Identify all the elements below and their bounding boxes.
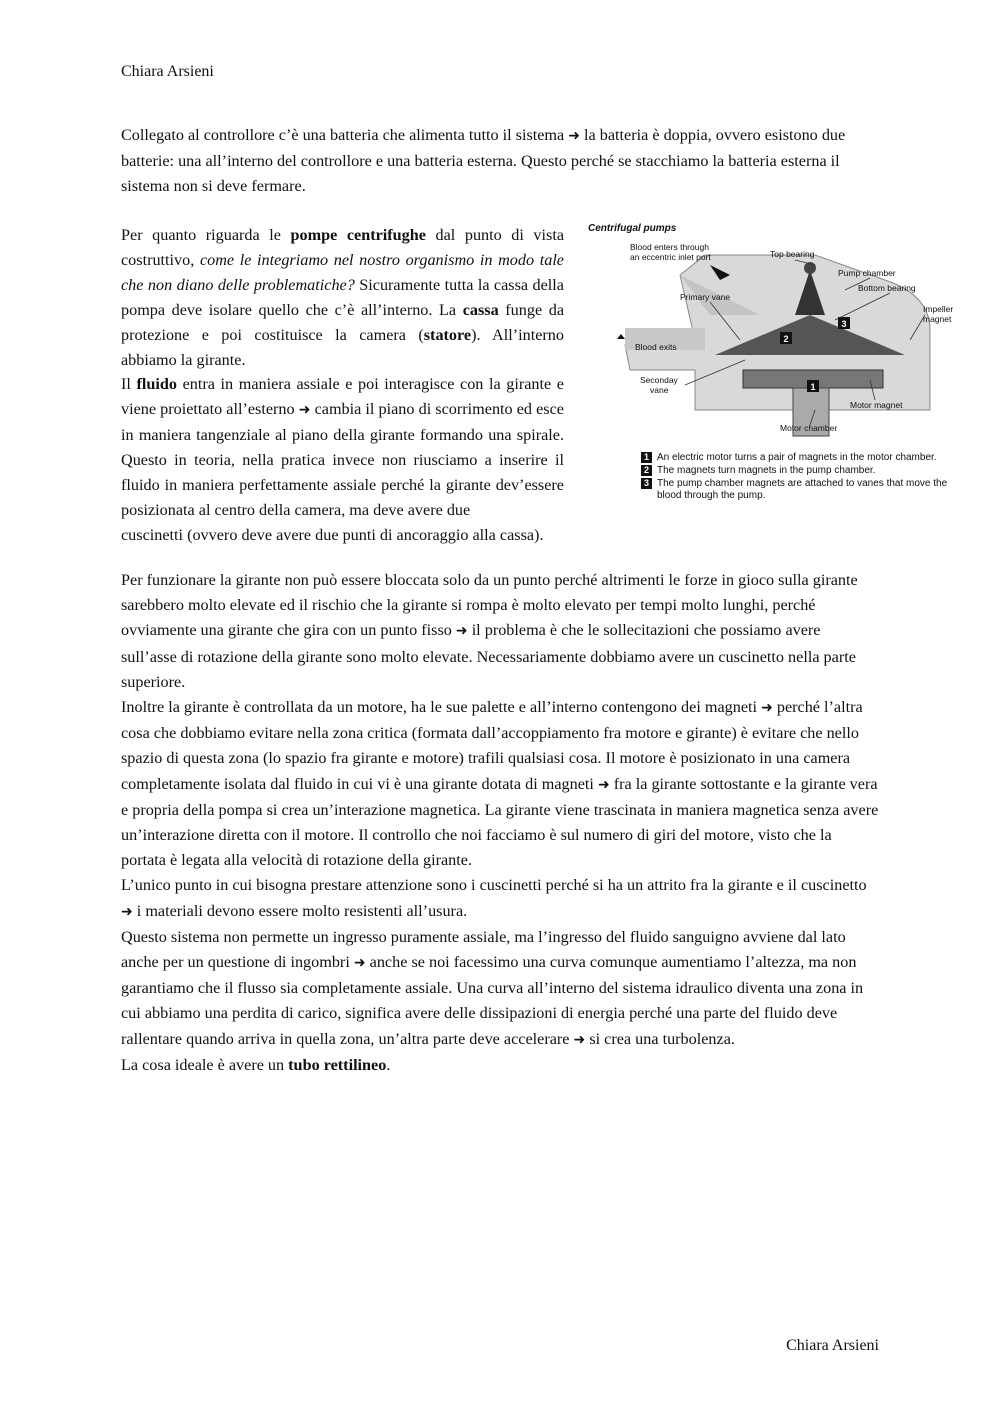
label-top-bearing: Top bearing [770, 249, 815, 259]
arrow-icon: ➜ [298, 402, 311, 419]
text-span: La cosa ideale è avere un [121, 1055, 289, 1074]
bold-term: tubo rettilineo [288, 1055, 387, 1074]
text-span: Il [121, 375, 137, 394]
label-inlet-2: an eccentric inlet port [630, 252, 711, 262]
text-span: Per funzionare la girante non può essere bloccata solo da un punto perché altrimenti le forze in gioco sulla girante sarebbero molto elevate ed il rischio che la girante si rompa è molto elevato per tempi molto lunghi, perché ovviamente una girante che gira con un punto fisso [121, 571, 858, 640]
text-span: Collegato al controllore c’è una batteria che alimenta tutto il sistema [121, 126, 565, 144]
body-text-block [121, 568, 879, 1078]
legend-item [641, 465, 971, 477]
text-span: la batteria è doppia, ovvero esistono due batterie: una all’interno del controllore e una batteria esterna. Questo perché se stacchiamo la batteria esterna il sistema non si deve fermare. [121, 126, 846, 196]
bold-term: cassa [462, 300, 499, 319]
text-span: anche se noi facessimo una curva comunque aumentiamo l’altezza, ma non garantiamo che il flusso sia completamente assiale. Una curva all’interno del sistema idraulico diventa una zona in cui abbiamo una perdita di carico, significa avere delle dissipazioni di energia perché una parte del fluido deve rallentare quando arriva in quella zona, un’altra parte deve accelerare [121, 953, 864, 1048]
italic-question: come le integriamo nel nostro organismo in modo tale che non diano delle problematiche? [121, 250, 564, 294]
bold-term: pompe centrifughe [290, 226, 426, 244]
label-pump-chamber: Pump chamber [838, 268, 896, 278]
label-n3: 3 [841, 319, 847, 329]
text-span: . [386, 1055, 391, 1074]
legend-number: 1 [641, 452, 652, 463]
paragraph-battery [121, 123, 879, 200]
label-n1: 1 [810, 382, 816, 392]
label-primary-vane: Primary vane [680, 292, 731, 302]
paragraph-fluid-last-line: cuscinetti (ovvero deve avere due punti di ancoraggio alla cassa). [121, 525, 544, 544]
text-column [121, 223, 564, 548]
arrow-icon: ➜ [568, 128, 580, 144]
text-span: entra in maniera assiale e poi interagisce con la girante e viene proiettato all’esterno [121, 375, 564, 419]
text-span: cambia il piano di scorrimento ed esce in maniera tangenziale al piano della girante formando una spirale. Questo in teoria, nella pratica invece non riusciamo a inserire il fluido in maniera perfettamente assiale perché la girante dev’essere posizionata al centro della camera, ma deve avere due [121, 400, 564, 519]
page-footer-author: Chiara Arsieni [786, 1337, 879, 1354]
centrifugal-pump-figure [585, 220, 970, 510]
legend-item [641, 452, 971, 464]
label-n2: 2 [783, 334, 789, 344]
label-secondary-vane-2: vane [650, 385, 669, 395]
exit-arrow-icon [617, 334, 625, 339]
arrow-icon: ➜ [761, 700, 773, 717]
paragraph-inlet [121, 925, 879, 1053]
text-span: Inoltre la girante è controllata da un motore, ha le sue palette e all’interno contengono dei magneti [121, 698, 762, 717]
text-span: i materiali devono essere molto resistenti all’usura. [132, 901, 468, 920]
label-impeller-magnet-1: Impeller [923, 304, 954, 314]
arrow-icon: ➜ [353, 955, 366, 972]
legend-number: 3 [641, 478, 652, 489]
paragraph-bearings-wear [121, 873, 879, 924]
figure-title: Centrifugal pumps [588, 223, 677, 234]
text-span: si crea una turbolenza. [585, 1029, 735, 1048]
paragraph-conclusion [121, 1053, 879, 1078]
figure-legend [641, 452, 971, 503]
label-bottom-bearing: Bottom bearing [858, 283, 916, 293]
bold-term: fluido [136, 375, 177, 394]
legend-text: The magnets turn magnets in the pump chamber. [657, 465, 876, 476]
legend-number: 2 [641, 465, 652, 476]
paragraph-bearing [121, 568, 879, 695]
arrow-icon: ➜ [597, 776, 610, 793]
text-span: perché l’altra cosa che dobbiamo evitare nella zona critica (formata dall’accoppiamento fra motore e girante) è evitare che nello spazio di questa zona (lo spazio fra girante e motore) trafili qualsiasi cosa. Il motore è posizionato in una camera completamente isolata dal fluido in cui vi è una girante dotata di magneti [121, 698, 863, 793]
text-span: dal punto di vista costruttivo, [121, 226, 565, 269]
label-inlet-1: Blood enters through [630, 242, 709, 252]
text-span: Sicuramente tutta la cassa della pompa deve isolare quello che c’è all’interno. La [121, 275, 564, 319]
text-span: funge da protezione e poi costituisce la camera ( [121, 300, 564, 344]
arrow-icon: ➜ [455, 623, 468, 640]
label-motor-magnet: Motor magnet [850, 400, 903, 410]
text-span: Per quanto riguarda le [121, 226, 291, 244]
label-blood-exits: Blood exits [635, 342, 677, 352]
pump-diagram [585, 220, 970, 450]
label-motor-chamber: Motor chamber [780, 423, 838, 433]
label-secondary-vane-1: Seconday [640, 375, 678, 385]
text-span: il problema è che le sollecitazioni che possiamo avere sull’asse di rotazione della girante sono molto elevate. Necessariamente dobbiamo avere un cuscinetto nella parte superiore. [121, 621, 856, 691]
paragraph-fluid [121, 372, 564, 522]
text-span: Questo sistema non permette un ingresso puramente assiale, ma l’ingresso del fluido sanguigno avviene dal lato anche per un questione di ingombri [121, 927, 846, 972]
label-impeller-magnet-2: magnet [923, 314, 952, 324]
arrow-icon: ➜ [121, 903, 133, 920]
legend-item [641, 478, 971, 502]
text-span: ). All’interno abbiamo la girante. [121, 325, 564, 369]
legend-text: An electric motor turns a pair of magnets in the motor chamber. [657, 452, 937, 463]
paragraph-motor [121, 695, 879, 873]
arrow-icon: ➜ [573, 1031, 586, 1048]
legend-text: The pump chamber magnets are attached to vanes that move the blood through the pump. [657, 478, 948, 501]
bold-term: statore [423, 325, 472, 344]
page-header-author: Chiara Arsieni [121, 63, 214, 80]
text-span: L’unico punto in cui bisogna prestare attenzione sono i cuscinetti perché si ha un attrito fra la girante e il cuscinetto [121, 876, 867, 895]
paragraph-centrifugal-pumps [121, 223, 564, 372]
text-span: fra la girante sottostante e la girante vera e propria della pompa si crea un’interazione magnetica. La girante viene trascinata in maniera magnetica senza avere un’interazione diretta con il motore. Il controllo che noi facciamo è sul numero di giri del motore, visto che la portata è legata alla velocità di rotazione della girante. [121, 774, 879, 870]
